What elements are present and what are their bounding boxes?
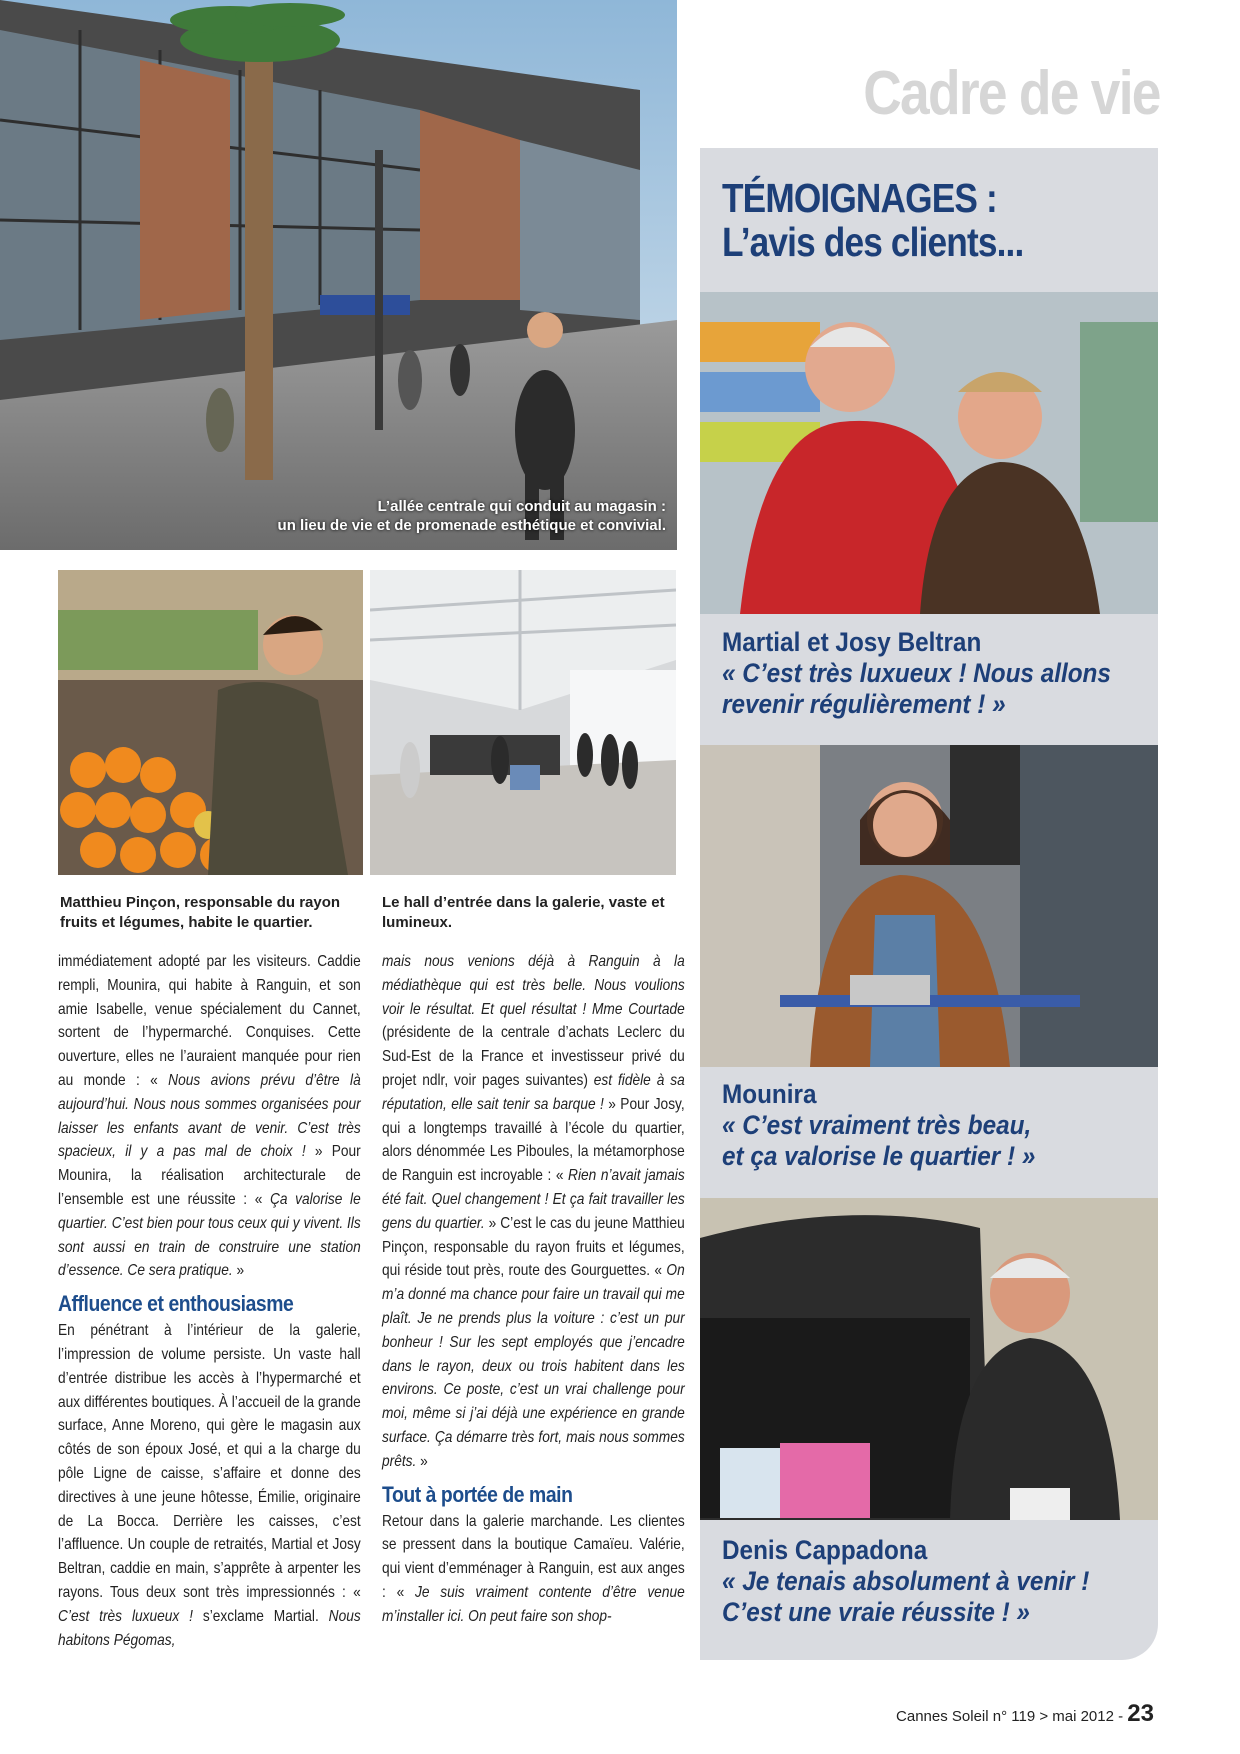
article-text: (présidente de la centrale d’achats Leclerc du Sud-Est de la France et investisseur privé du projet ndlr, voir pages suivantes): [382, 1024, 685, 1089]
photo-mounira: [700, 745, 1158, 1067]
quote-line: et ça valorise le quartier ! »: [722, 1141, 1036, 1171]
quoted-speech: On m’a donné ma chance pour faire un travail qui me plaît. Je ne prends plus la voiture : c’est un pur bonheur ! Sur les sept employés que j’encadre dans le rayon, deux ou trois habitent dans les environs. Ce poste, c’est un vrai challenge pour moi, même si j’ai déjà une expérience en grande surface. Ça démarre très fort, mais nous sommes prêts.: [382, 1262, 685, 1470]
article-paragraph: [58, 1319, 361, 1652]
article-text: Retour dans la galerie marchande. Les clientes se pressent dans la boutique Camaïeu. Valérie, qui vient d’emménager à Ranguin, est aux anges : «: [382, 1512, 685, 1601]
quoted-speech: Rien n’avait jamais été fait. Quel changement ! Et ça fait travailler les gens du quartier.: [382, 1167, 685, 1232]
section-label: Cadre de vie: [863, 59, 1160, 128]
quoted-speech: Je suis vraiment contente d’être venue m’installer ici. On peut faire son shop-: [382, 1583, 685, 1625]
article-text: En pénétrant à l’intérieur de la galerie, l’impression de volume persiste. Un vaste hall d’entrée distribue les accès à l’hypermarché et aux différentes boutiques. À l’accueil de la grande surface, Anne Moreno, qui gère le magasin aux côtés de son époux José, et qui a la charge du pôle Ligne de caisse, s’affaire et donne des directives à une jeune hôtesse, Émilie, originaire de La Bocca. Derrière les caisses, c’est l’affluence. Un couple de retraités, Martial et Josy Beltran, caddie en main, s’apprête à arpenter les rayons. Tous deux sont très impressionnés : «: [58, 1322, 361, 1601]
sidebar-title-line1: TÉMOIGNAGES :: [722, 175, 997, 221]
article-column-2: [382, 950, 685, 1629]
subhead-portee: Tout à portée de main: [382, 1481, 573, 1507]
quoted-speech: Nous avions prévu d’être là aujourd’hui. Nous nous sommes organisées pour laisser les enfants avant de venir. C’est très spacieux, il y a pas mal de choix !: [58, 1071, 361, 1161]
quote-line: « Je tenais absolument à venir !: [722, 1566, 1090, 1596]
photo-fruit-department: [58, 570, 363, 875]
top-caption-line2: un lieu de vie et de promenade esthétique et convivial.: [277, 517, 666, 534]
testimonial-name-3: Denis Cappadona: [722, 1535, 928, 1565]
quote-line: C’est une vraie réussite ! »: [722, 1597, 1030, 1627]
photo-central-alley: [0, 0, 677, 550]
article-text: »: [232, 1262, 245, 1280]
hall-photo-caption: Le hall d’entrée dans la galerie, vaste et lumineux.: [382, 894, 665, 931]
quote-line: « C’est vraiment très beau,: [722, 1110, 1032, 1140]
testimonial-name-1: Martial et Josy Beltran: [722, 627, 982, 657]
quoted-speech: est fidèle à sa réputation, elle sait tenir sa barque !: [382, 1071, 685, 1113]
top-photo-caption: [230, 497, 666, 535]
article-text: » Pour Mounira, la réalisation architecturale de l’ensemble est une réussite : «: [58, 1143, 361, 1208]
article-text: » Pour Josy, qui a longtemps travaillé à l’école du quartier, alors dénommée Les Piboules, la métamorphose de Ranguin est incroyable : «: [382, 1095, 685, 1185]
article-text: » C’est le cas du jeune Matthieu Pinçon, responsable du rayon fruits et légumes, qui réside tout près, route des Gourguettes. «: [382, 1214, 685, 1280]
photo-martial-josy: [700, 292, 1158, 614]
photo-denis: [700, 1198, 1158, 1520]
article-paragraph: [382, 1510, 685, 1629]
quoted-speech: Nous habitons Pégomas,: [58, 1607, 361, 1649]
photo-entrance-hall: [370, 570, 676, 875]
testimonial-quote-2: [722, 1110, 1035, 1172]
quoted-speech: C’est très luxueux !: [58, 1607, 193, 1625]
page-footer: [896, 1700, 1154, 1728]
footer-publication: Cannes Soleil n° 119 > mai 2012 -: [896, 1708, 1128, 1725]
quote-line: revenir régulièrement ! »: [722, 689, 1006, 719]
quoted-speech: mais nous venions déjà à Ranguin à la médiathèque qui est très belle. Nous voulions voir le résultat. Et quel résultat ! Mme Courtade: [382, 953, 685, 1018]
sidebar-title: [722, 176, 1083, 264]
quote-line: « C’est très luxueux ! Nous allons: [722, 658, 1111, 688]
article-text: s’exclame Martial.: [192, 1607, 329, 1625]
quoted-speech: Ça valorise le quartier. C’est bien pour tous ceux qui y vivent. Ils sont aussi en train de construire une station d’essence. Ce sera pratique.: [58, 1190, 361, 1280]
testimonial-quote-1: [722, 658, 1111, 720]
top-caption-line1: L’allée centrale qui conduit au magasin :: [377, 498, 666, 515]
article-text: »: [416, 1452, 428, 1470]
article-paragraph: [58, 950, 361, 1283]
fruit-photo-caption: Matthieu Pinçon, responsable du rayon fruits et légumes, habite le quartier.: [60, 894, 341, 931]
sidebar-title-line2: L’avis des clients...: [722, 219, 1024, 265]
testimonial-name-2: Mounira: [722, 1079, 817, 1109]
article-column-1: [58, 950, 361, 1652]
subhead-affluence: Affluence et enthousiasme: [58, 1291, 294, 1317]
article-text: immédiatement adopté par les visiteurs. Caddie rempli, Mounira, qui habite à Ranguin, et son amie Isabelle, venue spécialement du Cannet, sortent de l’hypermarché. Conquises. Cette ouverture, elles ne l’auraient manquée pour rien au monde : «: [58, 953, 361, 1089]
testimonial-quote-3: [722, 1566, 1089, 1628]
page-number: 23: [1127, 1700, 1154, 1727]
article-paragraph: [382, 950, 685, 1474]
